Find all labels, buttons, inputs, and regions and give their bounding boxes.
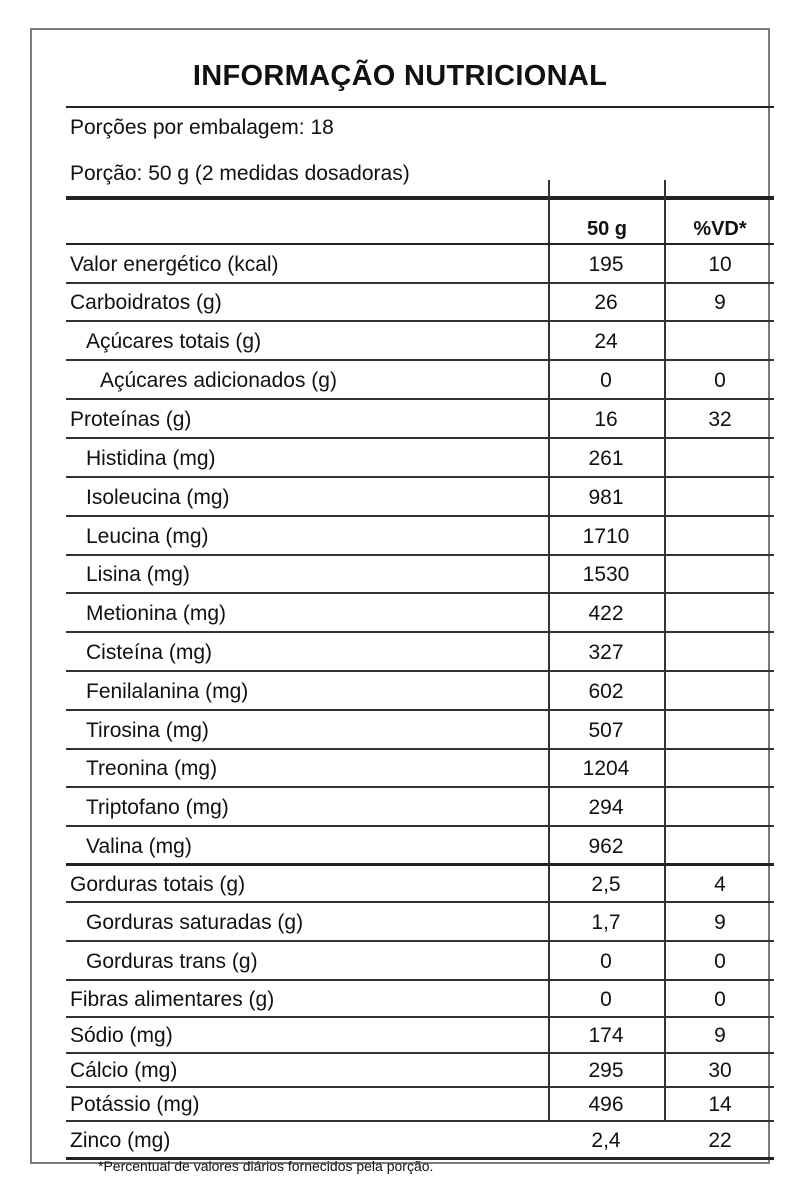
label-title: INFORMAÇÃO NUTRICIONAL bbox=[192, 60, 608, 92]
nutrient-name: Sódio (mg) bbox=[70, 1024, 173, 1047]
nutrient-name: Proteínas (g) bbox=[70, 408, 192, 431]
nutrient-amount: 981 bbox=[588, 486, 624, 509]
table-row bbox=[66, 903, 774, 942]
nutrient-name: Histidina (mg) bbox=[86, 447, 216, 470]
nutrient-dv: 32 bbox=[708, 408, 732, 431]
nutrient-name: Lisina (mg) bbox=[86, 563, 190, 586]
nutrient-amount: 1710 bbox=[582, 525, 630, 548]
table-row bbox=[66, 633, 774, 672]
table-row bbox=[66, 866, 774, 903]
nutrient-amount: 0 bbox=[600, 988, 612, 1011]
nutrient-dv: 9 bbox=[714, 1024, 726, 1047]
nutrient-dv: 30 bbox=[708, 1059, 732, 1082]
table-row bbox=[66, 556, 774, 594]
nutrient-dv: 22 bbox=[708, 1129, 732, 1152]
table-row bbox=[66, 439, 774, 478]
nutrient-name: Tirosina (mg) bbox=[86, 719, 209, 742]
nutrient-name: Potássio (mg) bbox=[70, 1093, 200, 1116]
nutrient-amount: 295 bbox=[588, 1059, 624, 1082]
nutrient-amount: 174 bbox=[588, 1024, 624, 1047]
nutrient-name: Gorduras totais (g) bbox=[70, 873, 246, 896]
footnote: *Percentual de valores diários fornecidos pela porção. bbox=[98, 1158, 434, 1174]
nutrient-name: Valor energético (kcal) bbox=[70, 253, 279, 276]
table-row bbox=[66, 1122, 774, 1160]
nutrient-amount: 0 bbox=[600, 950, 612, 973]
nutrient-dv: 0 bbox=[714, 950, 726, 973]
nutrient-amount: 26 bbox=[594, 291, 618, 314]
table-row bbox=[66, 1018, 774, 1054]
header-amount: 50 g bbox=[586, 218, 628, 240]
nutrient-amount: 261 bbox=[588, 447, 624, 470]
nutrient-amount: 294 bbox=[588, 796, 624, 819]
nutrient-name: Zinco (mg) bbox=[70, 1129, 171, 1152]
nutrient-amount: 327 bbox=[588, 641, 624, 664]
nutrient-amount: 422 bbox=[588, 602, 624, 625]
nutrient-name: Açúcares totais (g) bbox=[86, 330, 262, 353]
table-row bbox=[66, 284, 774, 322]
nutrient-name: Cisteína (mg) bbox=[86, 641, 213, 664]
serving-size: Porção: 50 g (2 medidas dosadoras) bbox=[70, 162, 410, 185]
portions-per-package: Porções por embalagem: 18 bbox=[70, 116, 334, 139]
nutrient-name: Leucina (mg) bbox=[86, 525, 209, 548]
table-row bbox=[66, 322, 774, 361]
nutrient-amount: 2,5 bbox=[591, 873, 621, 896]
table-row bbox=[66, 711, 774, 750]
nutrient-name: Fenilalanina (mg) bbox=[86, 680, 249, 703]
nutrient-amount: 0 bbox=[600, 369, 612, 392]
nutrient-amount: 496 bbox=[588, 1093, 624, 1116]
nutrient-amount: 1,7 bbox=[591, 911, 621, 934]
nutrient-dv: 10 bbox=[708, 253, 732, 276]
nutrient-dv: 4 bbox=[714, 873, 726, 896]
table-row bbox=[66, 672, 774, 711]
nutrient-dv: 9 bbox=[714, 911, 726, 934]
table-row bbox=[66, 788, 774, 827]
nutrient-name: Valina (mg) bbox=[86, 835, 192, 858]
nutrient-name: Cálcio (mg) bbox=[70, 1059, 178, 1082]
nutrient-dv: 0 bbox=[714, 369, 726, 392]
nutrient-amount: 1530 bbox=[582, 563, 630, 586]
table-row bbox=[66, 1054, 774, 1088]
table-row bbox=[66, 245, 774, 284]
header-thick-rule bbox=[66, 196, 774, 200]
nutrient-name: Gorduras saturadas (g) bbox=[86, 911, 304, 934]
nutrient-amount: 16 bbox=[594, 408, 618, 431]
title-rule bbox=[66, 106, 774, 108]
nutrient-dv: 9 bbox=[714, 291, 726, 314]
nutrient-name: Isoleucina (mg) bbox=[86, 486, 230, 509]
nutrition-label bbox=[30, 28, 770, 1174]
nutrient-dv: 14 bbox=[708, 1093, 732, 1116]
nutrient-amount: 602 bbox=[588, 680, 624, 703]
nutrient-name: Açúcares adicionados (g) bbox=[100, 369, 337, 392]
nutrient-dv: 0 bbox=[714, 988, 726, 1011]
table-row bbox=[66, 827, 774, 866]
nutrient-name: Gorduras trans (g) bbox=[86, 950, 258, 973]
nutrient-name: Metionina (mg) bbox=[86, 602, 227, 625]
header-dv: %VD* bbox=[693, 218, 747, 240]
nutrient-name: Treonina (mg) bbox=[86, 757, 218, 780]
table-row bbox=[66, 361, 774, 400]
nutrient-name: Carboidratos (g) bbox=[70, 291, 222, 314]
nutrient-name: Triptofano (mg) bbox=[86, 796, 229, 819]
table-row bbox=[66, 750, 774, 788]
nutrient-amount: 24 bbox=[594, 330, 618, 353]
table-row bbox=[66, 517, 774, 556]
table-row bbox=[66, 594, 774, 633]
table-row bbox=[66, 942, 774, 981]
nutrient-amount: 962 bbox=[588, 835, 624, 858]
table-row bbox=[66, 981, 774, 1018]
nutrient-amount: 507 bbox=[588, 719, 624, 742]
table-row bbox=[66, 1088, 774, 1122]
table-row bbox=[66, 400, 774, 439]
nutrient-amount: 2,4 bbox=[591, 1129, 621, 1152]
nutrient-name: Fibras alimentares (g) bbox=[70, 988, 275, 1011]
table-row bbox=[66, 478, 774, 517]
nutrient-amount: 195 bbox=[588, 253, 624, 276]
nutrient-amount: 1204 bbox=[582, 757, 630, 780]
